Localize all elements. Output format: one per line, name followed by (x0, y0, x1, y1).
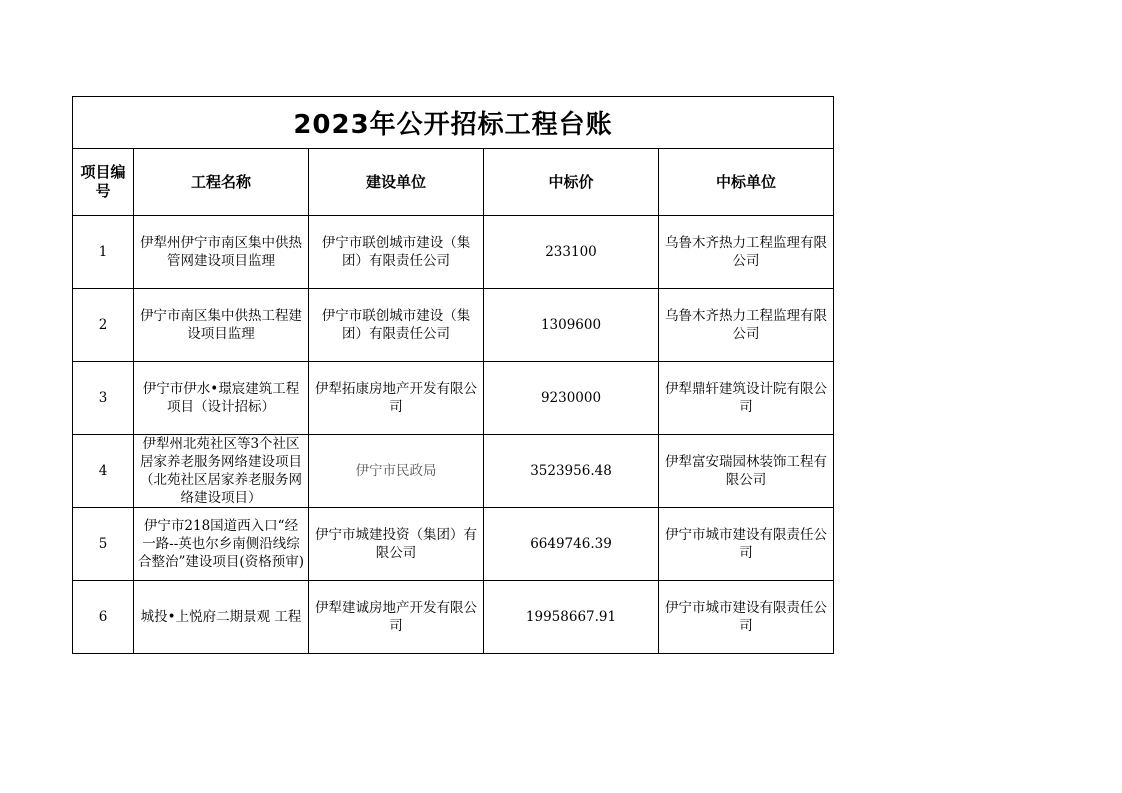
tender-ledger-table (72, 96, 834, 654)
builder-cell: 伊犁拓康房地产开发有限公司 (309, 362, 484, 435)
project-id-cell: 2 (73, 289, 134, 362)
winner-cell: 乌鲁木齐热力工程监理有限公司 (659, 216, 834, 289)
builder-cell: 伊宁市联创城市建设（集团）有限责任公司 (309, 216, 484, 289)
project-id-cell: 4 (73, 435, 134, 508)
winner-cell: 伊犁富安瑞园林装饰工程有限公司 (659, 435, 834, 508)
price-cell: 19958667.91 (484, 581, 659, 654)
project-name-cell: 城投•上悦府二期景观 工程 (134, 581, 309, 654)
winner-cell: 乌鲁木齐热力工程监理有限公司 (659, 289, 834, 362)
table-row (73, 581, 834, 654)
project-name-cell: 伊犁州北苑社区等3个社区居家养老服务网络建设项目（北苑社区居家养老服务网络建设项目） (134, 435, 309, 508)
project-name-cell: 伊犁州伊宁市南区集中供热管网建设项目监理 (134, 216, 309, 289)
project-id-cell: 5 (73, 508, 134, 581)
header-project-name: 工程名称 (134, 149, 309, 216)
project-name-cell: 伊宁市南区集中供热工程建设项目监理 (134, 289, 309, 362)
price-cell: 3523956.48 (484, 435, 659, 508)
winner-cell: 伊犁鼎轩建筑设计院有限公司 (659, 362, 834, 435)
builder-cell: 伊宁市城建投资（集团）有限公司 (309, 508, 484, 581)
project-id-cell: 1 (73, 216, 134, 289)
winner-cell: 伊宁市城市建设有限责任公司 (659, 581, 834, 654)
header-builder: 建设单位 (309, 149, 484, 216)
project-id-cell: 6 (73, 581, 134, 654)
page-title: 2023年公开招标工程台账 (73, 97, 834, 149)
builder-cell: 伊犁建诚房地产开发有限公司 (309, 581, 484, 654)
table-row (73, 362, 834, 435)
table-row (73, 508, 834, 581)
price-cell: 1309600 (484, 289, 659, 362)
header-project-id: 项目编号 (73, 149, 134, 216)
table-row (73, 216, 834, 289)
table-row (73, 289, 834, 362)
header-winning-price: 中标价 (484, 149, 659, 216)
project-id-cell: 3 (73, 362, 134, 435)
price-cell: 6649746.39 (484, 508, 659, 581)
builder-cell: 伊宁市联创城市建设（集团）有限责任公司 (309, 289, 484, 362)
project-name-cell: 伊宁市伊水•璟宸建筑工程项目（设计招标） (134, 362, 309, 435)
winner-cell: 伊宁市城市建设有限责任公司 (659, 508, 834, 581)
price-cell: 9230000 (484, 362, 659, 435)
builder-cell: 伊宁市民政局 (309, 435, 484, 508)
title-row (73, 97, 834, 149)
header-winning-bidder: 中标单位 (659, 149, 834, 216)
header-row (73, 149, 834, 216)
price-cell: 233100 (484, 216, 659, 289)
project-name-cell: 伊宁市218国道西入口“经一路--英也尔乡南侧沿线综合整治”建设项目(资格预审) (134, 508, 309, 581)
table-row (73, 435, 834, 508)
